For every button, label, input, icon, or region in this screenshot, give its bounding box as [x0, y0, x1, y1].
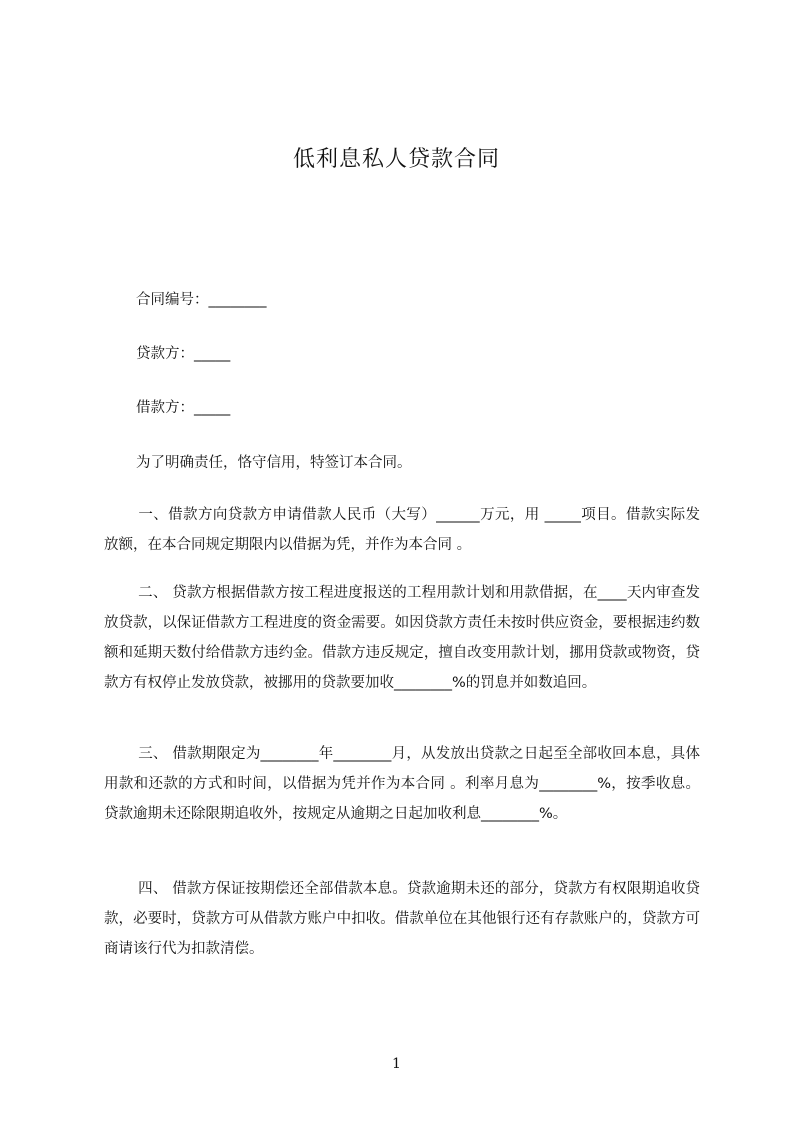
clause-1-text: 一、借款方向贷款方申请借款人民币（大写）______万元，用 _____项目。借款实际发放额，在本合同规定期限内以借据为凭，并作为本合同 。 [104, 507, 700, 553]
contract-number-field: 合同编号：________ [136, 292, 267, 308]
clause-1 [104, 500, 700, 560]
clause-3 [104, 739, 700, 829]
lender-field: 贷款方：_____ [136, 346, 231, 362]
clause-3-text: 三、 借款期限定为________年________月，从发放出贷款之日起至全部收回本息，具体用款和还款的方式和时间，以借据为凭并作为本合同 。利率月息为________%，按季收息。贷款逾期未还除限期追收外，按规定从逾期之日起加收利息________%。 [104, 746, 700, 822]
clause-4-text: 四、 借款方保证按期偿还全部借款本息。贷款逾期未还的部分，贷款方有权限期追收贷款，必要时，贷款方可从借款方账户中扣收。借款单位在其他银行还有存款账户的，贷款方可商请该行代为扣款清偿。 [104, 881, 700, 957]
clause-2 [104, 578, 700, 698]
intro-text: 为了明确责任，恪守信用，特签订本合同。 [136, 455, 412, 471]
borrower-field: 借款方：_____ [136, 400, 231, 416]
page-number: 1 [392, 1056, 401, 1072]
document-title: 低利息私人贷款合同 [292, 147, 500, 172]
clause-4 [104, 874, 700, 964]
clause-2-text: 二、 贷款方根据借款方按工程进度报送的工程用款计划和用款借据，在____天内审查发放贷款，以保证借款方工程进度的资金需要。如因贷款方责任未按时供应资金，要根据违约数额和延期天数付给借款方违约金。借款方违反规定，擅自改变用款计划，挪用贷款或物资，贷款方有权停止发放贷款，被挪用的贷款要加收________%的罚息并如数追回。 [104, 585, 700, 691]
